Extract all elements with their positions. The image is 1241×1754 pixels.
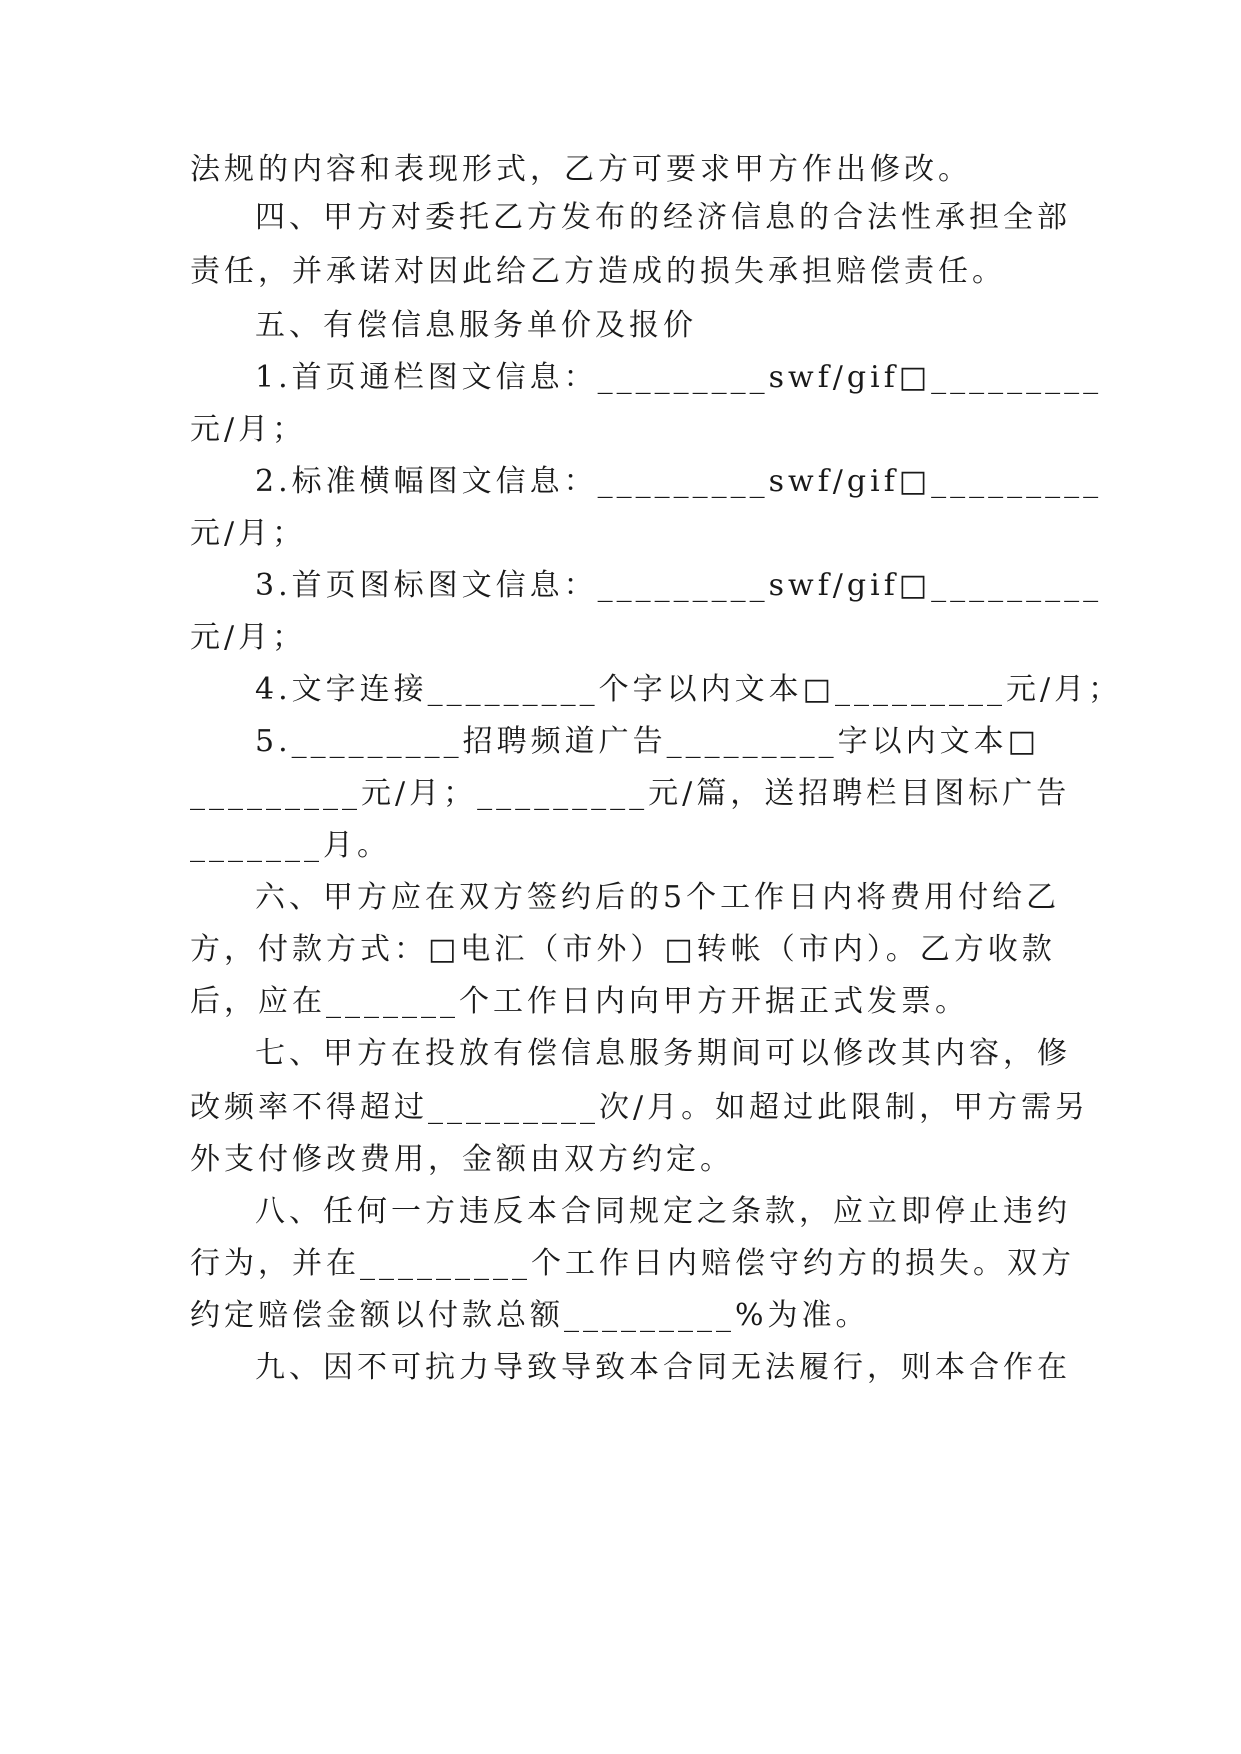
text-line-5: 1.首页通栏图文信息：_________swf/gif□_________ — [255, 360, 1103, 395]
text-line-11: 4.文字连接_________个字以内文本□_________元/月； — [255, 672, 1123, 707]
text-line-16: 方，付款方式：□电汇（市外）□转帐（市内）。乙方收款 — [190, 932, 1056, 967]
text-line-20: 外支付修改费用，金额由双方约定。 — [190, 1142, 734, 1177]
text-line-18: 七、甲方在投放有偿信息服务期间可以修改其内容，修 — [255, 1036, 1071, 1071]
text-line-9: 3.首页图标图文信息：_________swf/gif□_________ — [255, 568, 1103, 603]
text-line-22: 行为，并在_________个工作日内赔偿守约方的损失。双方 — [190, 1246, 1075, 1281]
text-line-1: 法规的内容和表现形式，乙方可要求甲方作出修改。 — [190, 152, 972, 187]
text-line-15: 六、甲方应在双方签约后的5个工作日内将费用付给乙 — [255, 880, 1061, 915]
text-line-7: 2.标准横幅图文信息：_________swf/gif□_________ — [255, 464, 1103, 499]
text-line-3: 责任，并承诺对因此给乙方造成的损失承担赔偿责任。 — [190, 254, 1006, 289]
text-line-10: 元/月； — [190, 620, 307, 655]
text-line-13: _________元/月；_________元/篇，送招聘栏目图标广告 — [190, 776, 1071, 811]
text-line-24: 九、因不可抗力导致导致本合同无法履行，则本合作在 — [255, 1350, 1071, 1385]
text-line-12: 5._________招聘频道广告_________字以内文本□ — [255, 724, 1040, 759]
text-line-2: 四、甲方对委托乙方发布的经济信息的合法性承担全部 — [255, 200, 1071, 235]
text-line-17: 后，应在_______个工作日内向甲方开据正式发票。 — [190, 984, 969, 1019]
text-line-14: _______月。 — [190, 828, 391, 863]
text-line-23: 约定赔偿金额以付款总额_________%为准。 — [190, 1298, 870, 1333]
text-line-19: 改频率不得超过_________次/月。如超过此限制，甲方需另 — [190, 1090, 1090, 1125]
text-line-21: 八、任何一方违反本合同规定之条款，应立即停止违约 — [255, 1194, 1071, 1229]
text-line-8: 元/月； — [190, 516, 307, 551]
text-line-4: 五、有偿信息服务单价及报价 — [255, 308, 697, 343]
text-line-6: 元/月； — [190, 412, 307, 447]
